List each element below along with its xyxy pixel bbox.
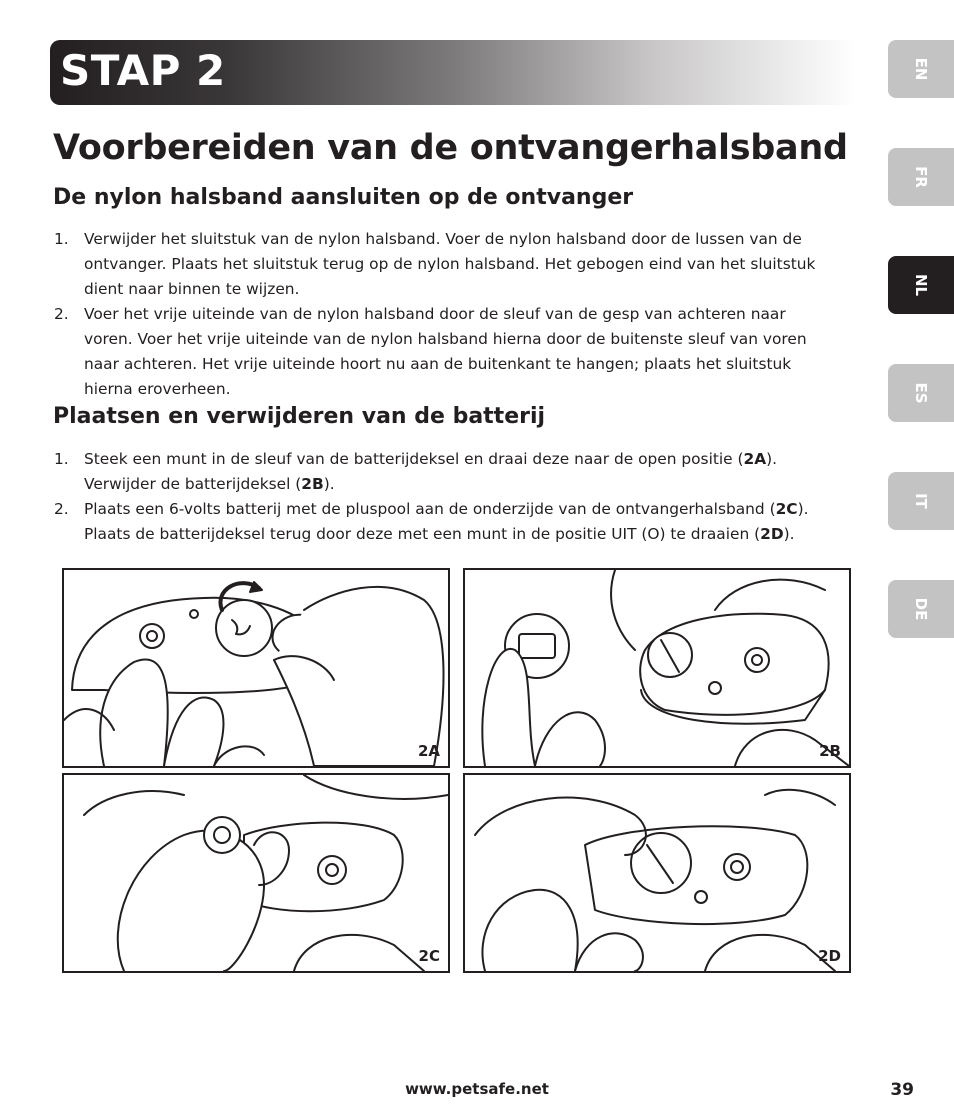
figure-label: 2C: [418, 947, 440, 965]
lang-tab-fr[interactable]: [888, 148, 954, 206]
lang-tab-label: FR: [912, 166, 930, 188]
collar-steps: [53, 227, 833, 402]
step-text-part: Plaats een 6-volts batterij met de pluspool aan de onderzijde van de ontvangerhalsband (: [84, 500, 776, 518]
figure-ref: 2C: [775, 500, 798, 518]
step-text: Voer het vrije uiteinde van de nylon halsband door de sleuf van de gesp van achteren naar voren. Voer het vrije uiteinde van de nylon halsband hierna door de buitenste sleuf van voren naar achteren. Het vrije uiteinde hoort nu aan de buitenkant te hangen; plaats het sluitstuk hierna eroverheen.: [84, 305, 807, 398]
battery-steps: [53, 447, 833, 547]
figure-2b-illustration: [465, 570, 849, 766]
step-text: [84, 450, 777, 493]
list-item: [53, 227, 833, 302]
figure-ref: 2A: [743, 450, 767, 468]
step-text: [84, 500, 809, 543]
figure-label: 2B: [819, 742, 841, 760]
list-item: [53, 497, 833, 547]
step-text-part: ). Plaats de batterijdeksel terug door deze met een munt in de positie UIT (O) te draaien (: [84, 500, 809, 543]
lang-tab-es[interactable]: [888, 364, 954, 422]
figure-2c: [62, 773, 450, 973]
lang-tab-label: ES: [912, 382, 930, 404]
figure-2c-illustration: [64, 775, 448, 971]
figure-ref: 2B: [301, 475, 324, 493]
page-title: Voorbereiden van de ontvangerhalsband: [53, 128, 848, 168]
lang-tab-label: DE: [912, 597, 930, 621]
step-text-part: ).: [783, 525, 795, 543]
language-tabs: [888, 40, 954, 640]
lang-tab-label: EN: [912, 57, 930, 81]
lang-tab-de[interactable]: [888, 580, 954, 638]
figure-2a-illustration: [64, 570, 448, 766]
step-banner: [50, 40, 856, 105]
step-text-part: ). Verwijder de batterijdeksel (: [84, 450, 778, 493]
figure-2b: [463, 568, 851, 768]
figure-2d: [463, 773, 851, 973]
page-number: 39: [890, 1080, 914, 1100]
lang-tab-nl[interactable]: [888, 256, 954, 314]
list-item: [53, 447, 833, 497]
lang-tab-label: IT: [912, 493, 930, 509]
step-number: 2.: [54, 500, 69, 518]
step-number: 1.: [54, 450, 69, 468]
figure-2d-illustration: [465, 775, 849, 971]
step-text: Verwijder het sluitstuk van de nylon halsband. Voer de nylon halsband door de lussen van de ontvanger. Plaats het sluitstuk terug op de nylon halsband. Het gebogen eind van het sluitstuk dient naar binnen te wijzen.: [84, 230, 816, 298]
step-number: 2.: [54, 305, 69, 323]
step-text-part: ).: [323, 475, 335, 493]
figure-label: 2A: [417, 742, 440, 760]
lang-tab-label: NL: [912, 273, 930, 297]
figure-ref: 2D: [760, 525, 784, 543]
footer-url: www.petsafe.net: [405, 1080, 549, 1098]
lang-tab-en[interactable]: [888, 40, 954, 98]
lang-tab-it[interactable]: [888, 472, 954, 530]
list-item: [53, 302, 833, 402]
step-label: STAP 2: [60, 46, 226, 95]
figure-label: 2D: [818, 947, 841, 965]
step-text-part: Steek een munt in de sleuf van de batterijdeksel en draai deze naar de open positie (: [84, 450, 744, 468]
step-number: 1.: [54, 230, 69, 248]
section-title-collar: De nylon halsband aansluiten op de ontvanger: [53, 185, 634, 210]
section-title-battery: Plaatsen en verwijderen van de batterij: [53, 404, 546, 429]
figure-2a: [62, 568, 450, 768]
